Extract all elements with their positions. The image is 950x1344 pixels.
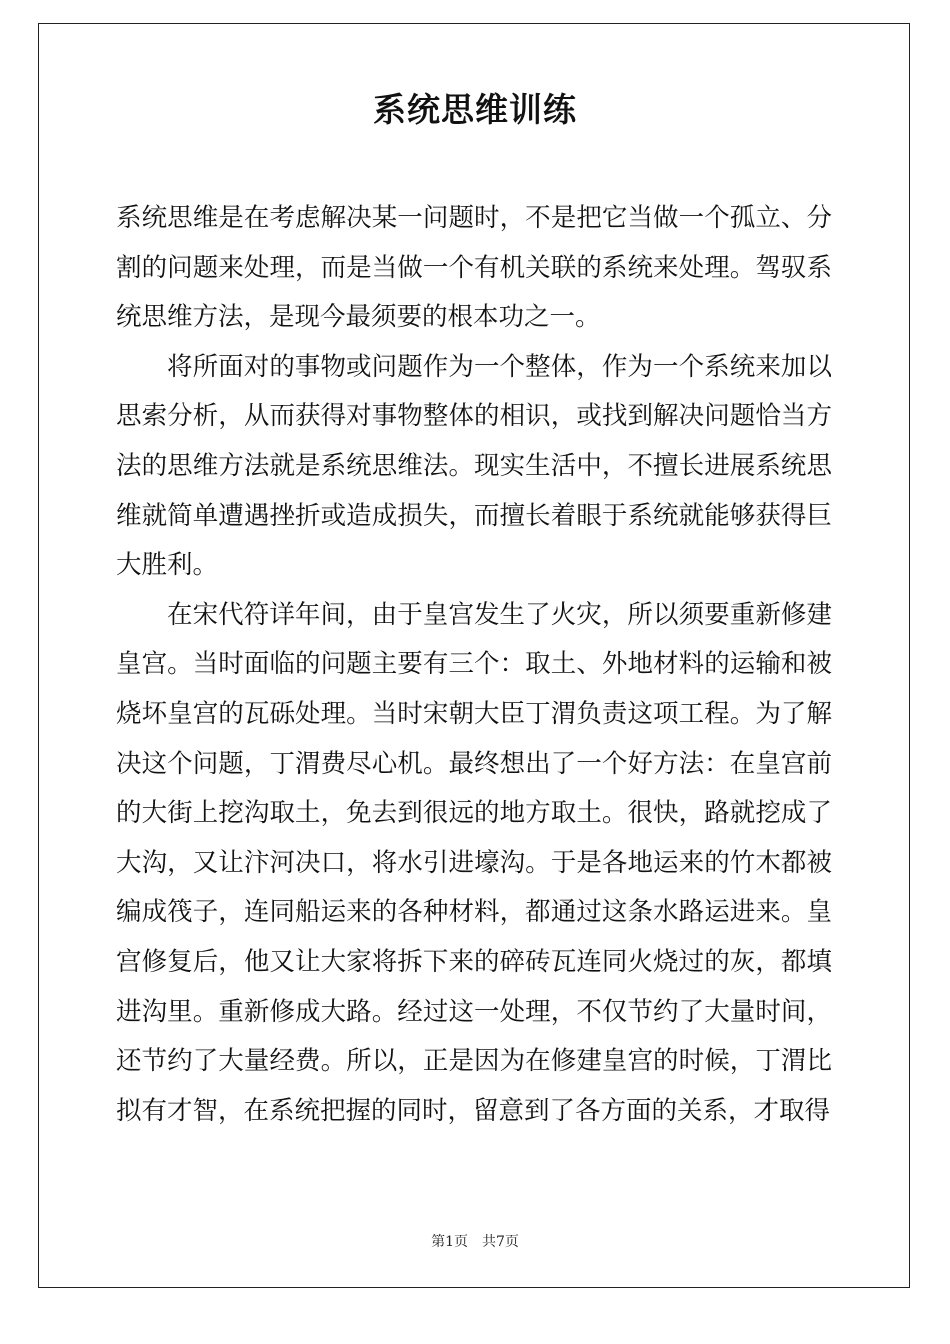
document-body xyxy=(116,194,832,1136)
document-title: 系统思维训练 xyxy=(373,90,577,129)
page-number-total: 共7页 xyxy=(482,1234,519,1250)
paragraph-2: 将所面对的事物或问题作为一个整体，作为一个系统来加以思索分析，从而获得对事物整体的相识，或找到解决问题恰当方法的思维方法就是系统思维法。现实生活中，不擅长进展系统思维就简单遭遇挫折或造成损失，而擅长着眼于系统就能够获得巨大胜利。 xyxy=(116,351,832,581)
page-number-current: 第1页 xyxy=(431,1234,468,1250)
paragraph-3: 在宋代符详年间，由于皇宫发生了火灾，所以须要重新修建皇宫。当时面临的问题主要有三个：取土、外地材料的运输和被烧坏皇宫的瓦砾处理。当时宋朝大臣丁渭负责这项工程。为了解决这个问题，丁渭费尽心机。最终想出了一个好方法：在皇宫前的大街上挖沟取土，免去到很远的地方取土。很快，路就挖成了大沟，又让汴河决口，将水引进壕沟。于是各地运来的竹木都被编成筏子，连同船运来的各种材料，都通过这条水路运进来。皇宫修复后，他又让大家将拆下来的碎砖瓦连同火烧过的灰，都填进沟里。重新修成大路。经过这一处理，不仅节约了大量时间，还节约了大量经费。所以，正是因为在修建皇宫的时候，丁渭比拟有才智，在系统把握的同时，留意到了各方面的关系，才取得 xyxy=(116,599,832,1126)
page-footer xyxy=(0,1232,950,1252)
paragraph-1: 系统思维是在考虑解决某一问题时，不是把它当做一个孤立、分割的问题来处理，而是当做一个有机关联的系统来处理。驾驭系统思维方法，是现今最须要的根本功之一。 xyxy=(116,203,832,333)
